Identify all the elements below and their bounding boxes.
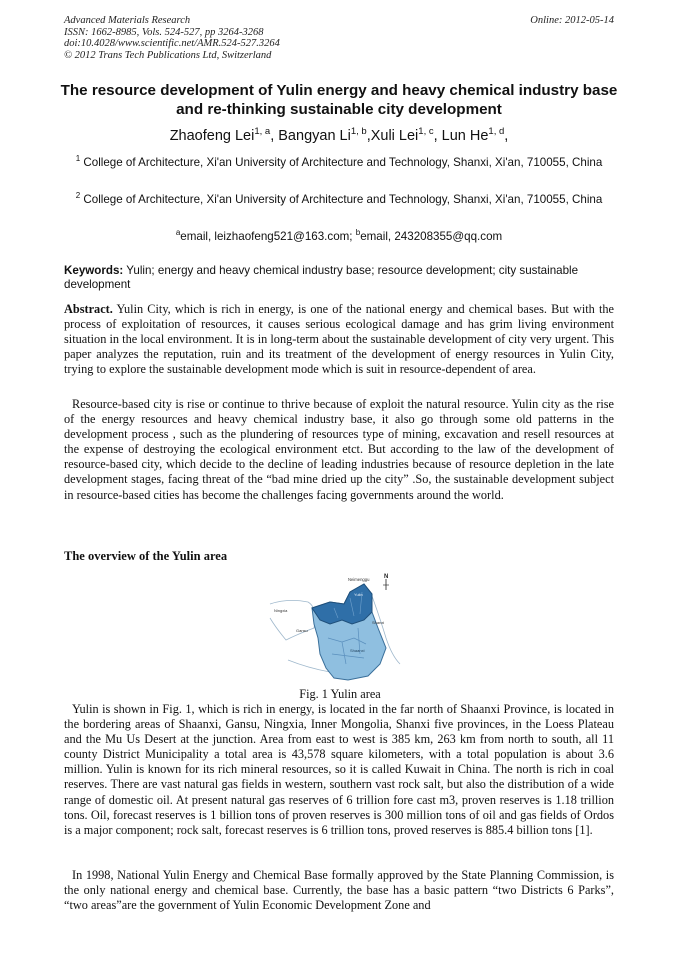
author-separator: , <box>504 128 509 144</box>
author-name: Zhaofeng Lei <box>169 128 255 144</box>
yulin-region <box>312 584 372 624</box>
keywords-text: Yulin; energy and heavy chemical industry base; resource development; city sustainable development <box>64 264 579 291</box>
author-affiliation-mark: 1, b <box>350 126 367 137</box>
label-shanxi: Shanxi <box>372 620 385 625</box>
author-affiliation-mark: 1, a <box>254 126 271 137</box>
affiliation-1 <box>64 155 614 171</box>
paragraph: Resource-based city is rise or continue to thrive because of exploit the natural resource. Yulin city as the rise of the energy resources and heavy chemical industry base, it also go through some old patterns in the development process , such as the plundering of resources type of mining, excavation and resell resources at the expense of destroying the ecological environment etct. But according to the law of the development of resource-based city, which decide to the decline of leading industries because of resource depletion in the late development stages, facing threat of the “bad mine dried up the city” .So, the sustainable development subject in resource-based cities has become the challenges facing governments around the world. <box>64 397 614 502</box>
label-ningxia: Ningxia <box>274 608 288 613</box>
issn-line: ISSN: 1662-8985, Vols. 524-527, pp 3264-3268 <box>64 26 264 38</box>
author-name: Lun He <box>441 128 489 144</box>
online-date: Online: 2012-05-14 <box>530 15 614 26</box>
neighbor-border <box>270 600 315 640</box>
email-mark: b <box>355 228 361 237</box>
north-label: N <box>384 574 389 580</box>
figure-caption: Fig. 1 Yulin area <box>299 687 381 701</box>
author-separator: , <box>366 128 371 144</box>
affiliation-2 <box>64 192 614 208</box>
author-name: Bangyan Li <box>278 128 351 144</box>
keywords-label: Keywords: <box>64 264 124 277</box>
author-name: Xuli Lei <box>370 128 419 144</box>
email-mark: a <box>175 228 181 237</box>
copyright-line: © 2012 Trans Tech Publications Ltd, Switzerland <box>64 49 272 61</box>
section-heading: The overview of the Yulin area <box>64 549 228 563</box>
yulin-map <box>268 568 410 686</box>
email-a: email, leizhaofeng521@163.com; <box>180 230 356 243</box>
paragraph: Yulin is shown in Fig. 1, which is rich in energy, is located in the far north of Shaanxi Province, is located in the bordering areas of Shaanxi, Gansu, Ningxia, Inner Mongolia, Shanxi five provinces, in the Loess Plateau and the Mu Us Desert at the junction. Area from east to west is 385 km, 263 km from north to south, all 11 county District Municipality a total area is 43,578 square kilometers, with a total population is about 3.6 million. Yulin is known for its rich mineral resources, so it is called Kuwait in China. The north is rich in coal reserves. There are vast natural gas fields in western, southern vast rock salt, but also the distribution of a wide range of domestic oil. At present natural gas reserves of 6 trillion fore cast m3, proven reserves is 1.18 trillion tons. Oil, forecast reserves is 1 billion tons of proven reserves is 300 million tons of oil and gas fields of Ordos is a major component; rock salt, forecast reserves is 6 trillion tons, proved reserves is 885.4 billion tons [1]. <box>64 702 614 837</box>
label-yulin: Yulin <box>354 592 363 597</box>
author-separator: , <box>433 128 442 144</box>
affiliation-text: College of Architecture, Xi'an University of Architecture and Technology, Shanxi, Xi'an, 710055, China <box>83 193 603 206</box>
author-emails <box>64 229 614 245</box>
affiliation-text: College of Architecture, Xi'an University of Architecture and Technology, Shanxi, Xi'an, 710055, China <box>83 156 603 169</box>
abstract-text: Yulin City, which is rich in energy, is one of the national energy and chemical bases. But with the process of exploitation of resources, it causes serious ecological damage and has grim living environment situation in the local environment. It is in long-term about the sustainable development of city very urgent. This paper analyzes the reputation, ruin and its treatment of the development of energy resources in Yulin City, trying to explore the sustainable development mode which is suit in resource-dependent of area. <box>64 302 614 377</box>
keywords <box>64 264 616 292</box>
affiliation-number: 2 <box>75 191 81 200</box>
label-inner-mongolia: Neimenggu <box>348 577 370 582</box>
author-affiliation-mark: 1, c <box>418 126 434 137</box>
paragraph: In 1998, National Yulin Energy and Chemical Base formally approved by the State Planning Commission, is the only national energy and chemical base. Currently, the base has a basic pattern “two Districts 6 Parks”, “two areas”are the government of Yulin Economic Development Zone and <box>64 868 614 913</box>
doi-line: doi:10.4028/www.scientific.net/AMR.524-527.3264 <box>64 38 280 49</box>
north-arrow-icon <box>383 574 389 590</box>
paper-title: The resource development of Yulin energy and heavy chemical industry base and re-thinking sustainable city development <box>60 82 618 118</box>
journal-name: Advanced Materials Research <box>64 15 191 26</box>
abstract-label: Abstract. <box>64 302 113 316</box>
yulin-map-figure <box>268 568 410 686</box>
label-gansu: Gansu <box>296 628 308 633</box>
email-b: email, 243208355@qq.com <box>360 230 503 243</box>
abstract <box>64 302 614 377</box>
publication-header <box>64 15 424 61</box>
author-separator: , <box>270 128 279 144</box>
author-list <box>40 127 638 145</box>
affiliation-number: 1 <box>75 154 81 163</box>
label-shaanxi: Shaanxi <box>350 648 365 653</box>
author-affiliation-mark: 1, d <box>488 126 505 137</box>
